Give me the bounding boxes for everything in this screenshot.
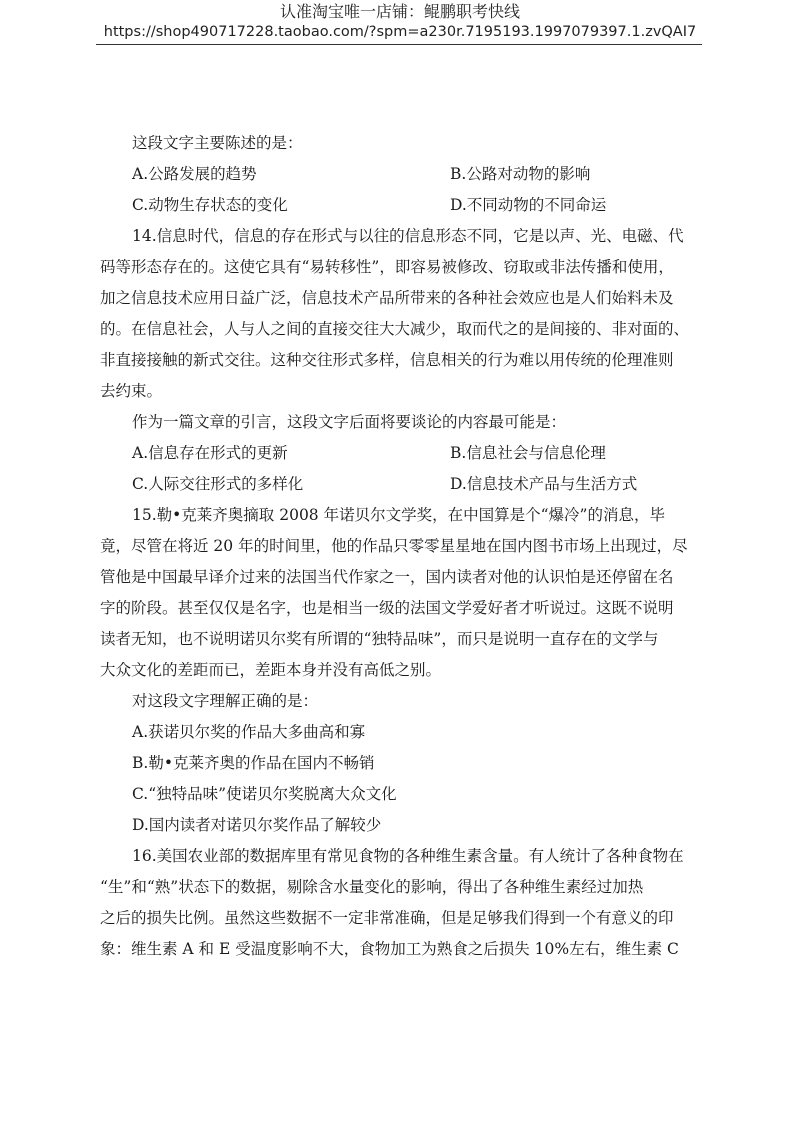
q14-option-c: C.人际交往形式的多样化 [132, 475, 304, 493]
q13-prompt: 这段文字主要陈述的是： [132, 134, 303, 152]
q14-option-d: D.信息技术产品与生活方式 [450, 475, 638, 493]
q13-option-d: D.不同动物的不同命运 [450, 196, 607, 214]
document-body [100, 128, 700, 965]
q14-option-b: B.信息社会与信息伦理 [450, 444, 606, 462]
shop-url: https://shop490717228.taobao.com/?spm=a230r.7195193.1997079397.1.zvQAI7 [103, 24, 697, 40]
q15-option-a: A.获诺贝尔奖的作品大多曲高和寡 [132, 723, 366, 741]
q15-line-4: 字的阶段。甚至仅仅是名字，也是相当一级的法国文学爱好者才听说过。这既不说明 [100, 599, 674, 617]
q13-option-c: C.动物生存状态的变化 [132, 196, 288, 214]
q15-prompt: 对这段文字理解正确的是： [132, 692, 319, 710]
q15-option-c: C.“独特品味”使诺贝尔奖脱离大众文化 [132, 785, 397, 803]
q14-line-2: 码等形态存在的。这使它具有“易转移性”，即容易被修改、窃取或非法传播和使用， [100, 258, 674, 276]
q15-line-1: 15.勒•克莱齐奥摘取 2008 年诺贝尔文学奖，在中国算是个“爆冷”的消息，毕 [132, 506, 665, 524]
q14-options-row-1 [100, 438, 700, 469]
q13-options-row-2 [100, 190, 700, 221]
q14-option-a: A.信息存在形式的更新 [132, 444, 288, 462]
page-header [0, 2, 800, 42]
q15-option-d: D.国内读者对诺贝尔奖作品了解较少 [132, 816, 382, 834]
q13-option-a: A.公路发展的趋势 [132, 165, 257, 183]
q16-line-2: “生”和“熟”状态下的数据，剔除含水量变化的影响，得出了各种维生素经过加热 [100, 878, 644, 896]
q15-line-3: 管他是中国最早译介过来的法国当代作家之一，国内读者对他的认识怕是还停留在名 [100, 568, 674, 586]
q16-line-4: 象：维生素 A 和 E 受温度影响不大，食物加工为熟食之后损失 10%左右，维生素 C [100, 940, 679, 958]
q15-option-b: B.勒•克莱齐奥的作品在国内不畅销 [132, 754, 375, 772]
q14-line-1: 14.信息时代，信息的存在形式与以往的信息形态不同，它是以声、光、电磁、代 [132, 227, 684, 245]
q14-line-4: 的。在信息社会，人与人之间的直接交往大大减少，取而代之的是间接的、非对面的、 [100, 320, 690, 338]
q14-line-3: 加之信息技术应用日益广泛，信息技术产品所带来的各种社会效应也是人们始料未及 [100, 289, 674, 307]
shop-name: 认准淘宝唯一店铺：鲲鹏职考快线 [279, 2, 520, 21]
q13-options-row-1 [100, 159, 700, 190]
q14-line-6: 去约束。 [100, 382, 163, 400]
q14-options-row-2 [100, 469, 700, 500]
q15-line-6: 大众文化的差距而已，差距本身并没有高低之别。 [100, 661, 442, 679]
q16-line-1: 16.美国农业部的数据库里有常见食物的各种维生素含量。有人统计了各种食物在 [132, 847, 684, 865]
q14-line-5: 非直接接触的新式交往。这种交往形式多样，信息相关的行为难以用传统的伦理准则 [100, 351, 674, 369]
q13-option-b: B.公路对动物的影响 [450, 165, 591, 183]
q16-line-3: 之后的损失比例。虽然这些数据不一定非常准确，但是足够我们得到一个有意义的印 [100, 909, 674, 927]
q15-line-5: 读者无知，也不说明诺贝尔奖有所谓的“独特品味”，而只是说明一直存在的文学与 [100, 630, 659, 648]
header-rule [96, 44, 702, 45]
q14-prompt: 作为一篇文章的引言，这段文字后面将要谈论的内容最可能是： [132, 413, 567, 431]
q15-line-2: 竟，尽管在将近 20 年的时间里，他的作品只零零星星地在国内图书市场上出现过，尽 [100, 537, 688, 555]
